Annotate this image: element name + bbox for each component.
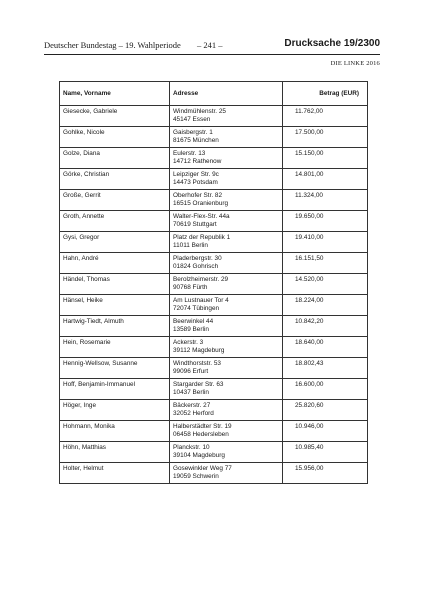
amount-value: 15.150,00 (295, 149, 324, 157)
address-city: 14712 Rathenow (173, 157, 222, 165)
donor-address (170, 337, 283, 358)
donor-name: Hoff, Benjamin-Immanuel (60, 379, 170, 400)
donation-amount (283, 316, 368, 337)
address-city: 13589 Berlin (173, 325, 209, 333)
donor-name: Holter, Helmut (60, 463, 170, 484)
address-city: 19059 Schwerin (173, 472, 219, 480)
address-street: Leipziger Str. 9c (173, 170, 219, 178)
table-row (60, 463, 368, 484)
donor-name: Höger, Inge (60, 400, 170, 421)
donation-amount (283, 232, 368, 253)
donation-amount (283, 253, 368, 274)
amount-value: 17.500,00 (295, 128, 324, 136)
address-city: 70619 Stuttgart (173, 220, 217, 228)
donation-amount (283, 358, 368, 379)
donation-amount (283, 169, 368, 190)
address-street: Ackerstr. 3 (173, 338, 204, 346)
amount-value: 10.946,00 (295, 422, 324, 430)
amount-value: 18.224,00 (295, 296, 324, 304)
donor-address (170, 232, 283, 253)
table-row (60, 274, 368, 295)
donor-address (170, 106, 283, 127)
table-row (60, 211, 368, 232)
address-city: 16515 Oranienburg (173, 199, 229, 207)
address-street: Windmühlenstr. 25 (173, 107, 226, 115)
publication-title: Deutscher Bundestag – 19. Wahlperiode (44, 40, 181, 50)
donor-name: Hänsel, Heike (60, 295, 170, 316)
amount-value: 10.985,40 (295, 443, 324, 451)
donor-name: Gohlke, Nicole (60, 127, 170, 148)
address-street: Planckstr. 10 (173, 443, 210, 451)
donor-name: Große, Gerrit (60, 190, 170, 211)
donor-address (170, 169, 283, 190)
address-city: 11011 Berlin (173, 241, 208, 249)
amount-value: 19.410,00 (295, 233, 324, 241)
donor-name: Hein, Rosemarie (60, 337, 170, 358)
donor-name: Hennig-Wellsow, Susanne (60, 358, 170, 379)
party-label: DIE LINKE 2016 (330, 60, 380, 67)
donation-amount (283, 379, 368, 400)
table-row (60, 127, 368, 148)
donation-amount (283, 190, 368, 211)
amount-value: 14.801,00 (295, 170, 324, 178)
donation-amount (283, 127, 368, 148)
address-city: 90768 Fürth (173, 283, 208, 291)
amount-value: 10.842,20 (295, 317, 324, 325)
table-row (60, 400, 368, 421)
donor-name: Giesecke, Gabriele (60, 106, 170, 127)
column-header-amount: Betrag (EUR) (283, 82, 368, 106)
address-city: 32052 Herford (173, 409, 214, 417)
donor-address (170, 358, 283, 379)
address-city: 72074 Tübingen (173, 304, 220, 312)
donor-address (170, 295, 283, 316)
address-city: 39104 Magdeburg (173, 451, 225, 459)
donation-amount (283, 337, 368, 358)
amount-value: 19.650,00 (295, 212, 324, 220)
table-row (60, 190, 368, 211)
column-header-name: Name, Vorname (60, 82, 170, 106)
address-street: Halberstädter Str. 19 (173, 422, 232, 430)
donor-address (170, 442, 283, 463)
table-row (60, 232, 368, 253)
donor-name: Görke, Christian (60, 169, 170, 190)
donor-address (170, 316, 283, 337)
address-street: Pladerbergstr. 30 (173, 254, 222, 262)
donor-address (170, 127, 283, 148)
address-city: 81675 München (173, 136, 219, 144)
address-street: Oberhofer Str. 82 (173, 191, 223, 199)
donor-address (170, 463, 283, 484)
donor-address (170, 148, 283, 169)
address-city: 39112 Magdeburg (173, 346, 225, 354)
donation-amount (283, 295, 368, 316)
address-city: 01824 Gohrisch (173, 262, 219, 270)
address-street: Walter-Flex-Str. 44a (173, 212, 230, 220)
amount-value: 16.600,00 (295, 380, 324, 388)
table-row (60, 106, 368, 127)
donor-name: Hohmann, Monika (60, 421, 170, 442)
donation-amount (283, 274, 368, 295)
address-city: 06458 Hedersleben (173, 430, 229, 438)
amount-value: 14.520,00 (295, 275, 324, 283)
donor-name: Händel, Thomas (60, 274, 170, 295)
table-row (60, 358, 368, 379)
page-number: – 241 – (197, 40, 223, 50)
document-number: Drucksache 19/2300 (284, 38, 380, 49)
donor-address (170, 211, 283, 232)
table-row (60, 169, 368, 190)
address-street: Windthorststr. 53 (173, 359, 221, 367)
table-row (60, 379, 368, 400)
address-street: Bäckerstr. 27 (173, 401, 211, 409)
donor-address (170, 190, 283, 211)
table-row (60, 316, 368, 337)
amount-value: 16.151,50 (295, 254, 324, 262)
donor-address (170, 379, 283, 400)
table-header-row (60, 82, 368, 106)
amount-value: 11.762,00 (295, 107, 323, 115)
donor-name: Gysi, Gregor (60, 232, 170, 253)
donor-address (170, 274, 283, 295)
donor-name: Golze, Diana (60, 148, 170, 169)
donation-amount (283, 400, 368, 421)
amount-value: 18.802,43 (295, 359, 324, 367)
address-city: 10437 Berlin (173, 388, 209, 396)
donation-amount (283, 463, 368, 484)
table-row (60, 253, 368, 274)
table-row (60, 421, 368, 442)
donation-amount (283, 211, 368, 232)
donor-address (170, 253, 283, 274)
donations-table (59, 81, 368, 484)
address-street: Eulerstr. 13 (173, 149, 206, 157)
address-city: 99096 Erfurt (173, 367, 209, 375)
address-street: Berolzheimerstr. 29 (173, 275, 229, 283)
amount-value: 25.820,60 (295, 401, 324, 409)
donor-name: Hahn, André (60, 253, 170, 274)
amount-value: 18.640,00 (295, 338, 324, 346)
address-street: Stargarder Str. 63 (173, 380, 224, 388)
donation-amount (283, 148, 368, 169)
address-street: Gaisbergstr. 1 (173, 128, 213, 136)
amount-value: 15.956,00 (295, 464, 324, 472)
address-street: Am Lustnauer Tor 4 (173, 296, 229, 304)
amount-value: 11.324,00 (295, 191, 323, 199)
address-city: 45147 Essen (173, 115, 211, 123)
address-street: Gosewinkler Weg 77 (173, 464, 232, 472)
column-header-address: Adresse (170, 82, 283, 106)
table-body (60, 106, 368, 484)
table-row (60, 148, 368, 169)
donor-name: Hartwig-Tiedt, Almuth (60, 316, 170, 337)
table-row (60, 337, 368, 358)
donor-address (170, 421, 283, 442)
donor-address (170, 400, 283, 421)
donation-amount (283, 442, 368, 463)
donor-name: Höhn, Matthias (60, 442, 170, 463)
table-row (60, 442, 368, 463)
donation-amount (283, 106, 368, 127)
page-header (44, 40, 380, 55)
donor-name: Groth, Annette (60, 211, 170, 232)
address-street: Platz der Republik 1 (173, 233, 231, 241)
address-street: Beerwinkel 44 (173, 317, 214, 325)
address-city: 14473 Potsdam (173, 178, 218, 186)
table-row (60, 295, 368, 316)
donation-amount (283, 421, 368, 442)
